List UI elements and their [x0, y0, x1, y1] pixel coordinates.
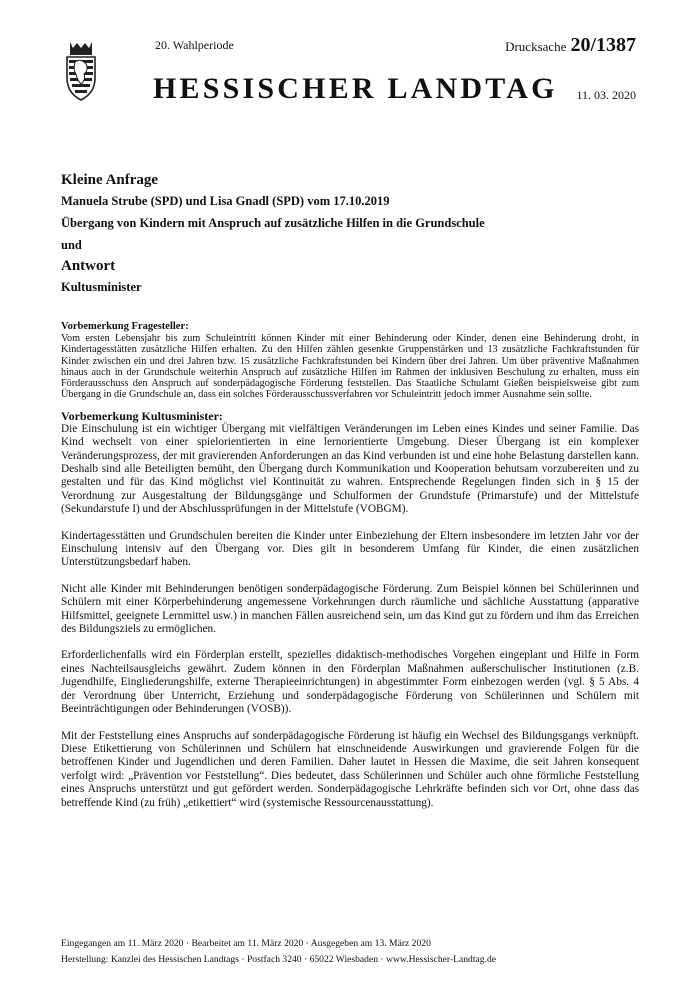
authors-line: Manuela Strube (SPD) und Lisa Gnadl (SPD) vom 17.10.2019: [61, 194, 390, 208]
paragraph: Nicht alle Kinder mit Behinderungen benötigen sonderpädagogische Förderung. Zum Beispiel können bei Schülerinnen und Schülern mit einer Körperbehinderung angemessene Vorkehrungen durch räumliche und sächliche Ausstattung (apparative Hilfsmittel, geeignete Lernmittel usw.) in manchen Fällen ausreichend sein, um das Kind gut zu fördern und ihm das Erreichen des Bildungsziels zu ermöglichen.: [61, 582, 639, 636]
hessen-crest-icon: [64, 40, 98, 102]
vorbemerkung-fragesteller-heading: Vorbemerkung Fragesteller:: [61, 321, 189, 332]
document-type: Kleine Anfrage: [61, 172, 159, 188]
ministry-line: Kultusminister: [61, 280, 142, 294]
paragraph: Kindertagesstätten und Grundschulen bereiten die Kinder unter Einbeziehung der Eltern insbesondere im letzten Jahr vor der Einschulung intensiv auf den Übergang vor. Dies gilt in besonderem Umfang für Kinder, die einen zusätzlichen Unterstützungsbedarf haben.: [61, 529, 639, 569]
parliament-name: HESSISCHER LANDTAG: [153, 72, 558, 105]
vorbemerkung-fragesteller-text: Vom ersten Lebensjahr bis zum Schuleintritt können Kinder mit einer Behinderung oder Kinder, denen eine Behinderung droht, in Kindertagesstätten zusätzliche Hilfen erhalten. Zu den Hilfen zählen gesenkte Gruppenstärken und 13 zusätzliche Fachkraftstunden für Kinder zwischen ein und drei Jahren bzw. 15 zusätzliche Fachkraftstunden bei Kindern über drei Jahren. Um über präventive Maßnahmen hinaus auch in der Grundschule weiterhin Anspruch auf zusätzliche Hilfen im Rahmen der inklusiven Beschulung zu erhalten, muss ein Förderausschuss den Anspruch auf sonderpädagogische Förderung feststellen. Das Staatliche Schulamt Gießen beispielsweise gibt zum Übergang in die Grundschule an, dass ein solches Förderausschussverfahren vor Schuleintritt jedoch immer Ausnahme sein sollte.: [61, 333, 639, 401]
body-text: [61, 321, 639, 823]
document-date: 11. 03. 2020: [576, 88, 636, 102]
und-line: und: [61, 238, 82, 252]
vorbemerkung-kultusminister-heading: Vorbemerkung Kultusminister:: [61, 408, 223, 423]
subject-line: Übergang von Kindern mit Anspruch auf zusätzliche Hilfen in die Grundschule: [61, 216, 485, 230]
answer-heading: Antwort: [61, 258, 116, 274]
paragraph: Mit der Feststellung eines Anspruchs auf sonderpädagogische Förderung ist häufig ein Wechsel des Bildungsgangs verknüpft. Diese Etikettierung von Schülerinnen und Schülern hat einschneidende Auswirkungen und gravierende Folgen für die betroffenen Kinder und Jugendlichen und deren Familien. Daher lautet in Hessen die Maxime, die seit Jahren konsequent verfolgt wird: „Prävention vor Feststellung“. Dies bedeutet, dass Schülerinnen und Schüler auch ohne förmliche Feststellung eines Anspruchs unterstützt und gut gefördert werden. Sonderpädagogische Lehrkräfte befinden sich vor Ort, ohne dass das betreffende Kind (zu früh) „etikettiert“ wird (systemische Ressourcenausstattung).: [61, 729, 639, 809]
footer-publisher: Herstellung: Kanzlei des Hessischen Landtags · Postfach 3240 · 65022 Wiesbaden · www.Hessischer-Landtag.de: [61, 953, 497, 965]
drucksache-number: 20/1387: [570, 34, 636, 56]
footer-dates: Eingegangen am 11. März 2020 · Bearbeitet am 11. März 2020 · Ausgegeben am 13. März 2020: [61, 938, 431, 949]
paragraph: Erforderlichenfalls wird ein Förderplan erstellt, spezielles didaktisch-methodisches Vorgehen eingeplant und Hilfe in Form eines Nachteilsausgleichs gewährt. Zudem können in den Förderplan Maßnahmen außerschulischer Institutionen (z.B. Jugendhilfe, Eingliederungshilfe, externe Therapieeinrichtungen) in abgestimmter Form einbezogen werden (vgl. § 5 Abs. 4 der Verordnung über Unterricht, Erziehung und sonderpädagogische Förderung von Schülerinnen und Schülern mit Beeinträchtigungen oder Behinderungen (VOSB)).: [61, 649, 639, 716]
paragraph: Die Einschulung ist ein wichtiger Übergang mit vielfältigen Veränderungen im Leben eines Kindes und seiner Familie. Das Kind wechselt von einer spielorientierten in eine lernorientierte Umgebung. Dieser Übergang ist ein komplexer Veränderungsprozess, der mit gravierenden Anforderungen an das Kind verbunden ist und eine hohe Belastung darstellen kann. Deshalb sind alle Beteiligten bemüht, den Übergang durch Kommunikation und Kooperation behutsam vorzubereiten und zu gestalten und für das Kind möglichst viel Kontinuität zu wahren. Entsprechende Regelungen finden sich in § 15 der Verordnung zur Ausgestaltung der Bildungsgänge und Schulformen der Grundstufe (Primarstufe) und der Mittelstufe (Sekundarstufe I) und der Abschlussprüfungen in der Mittelstufe (VOBGM).: [61, 422, 639, 516]
title-block: [61, 170, 641, 298]
drucksache-label: Drucksache: [505, 39, 567, 54]
drucksache: [505, 34, 636, 57]
wahlperiode: 20. Wahlperiode: [155, 38, 234, 52]
footer: [61, 936, 641, 967]
